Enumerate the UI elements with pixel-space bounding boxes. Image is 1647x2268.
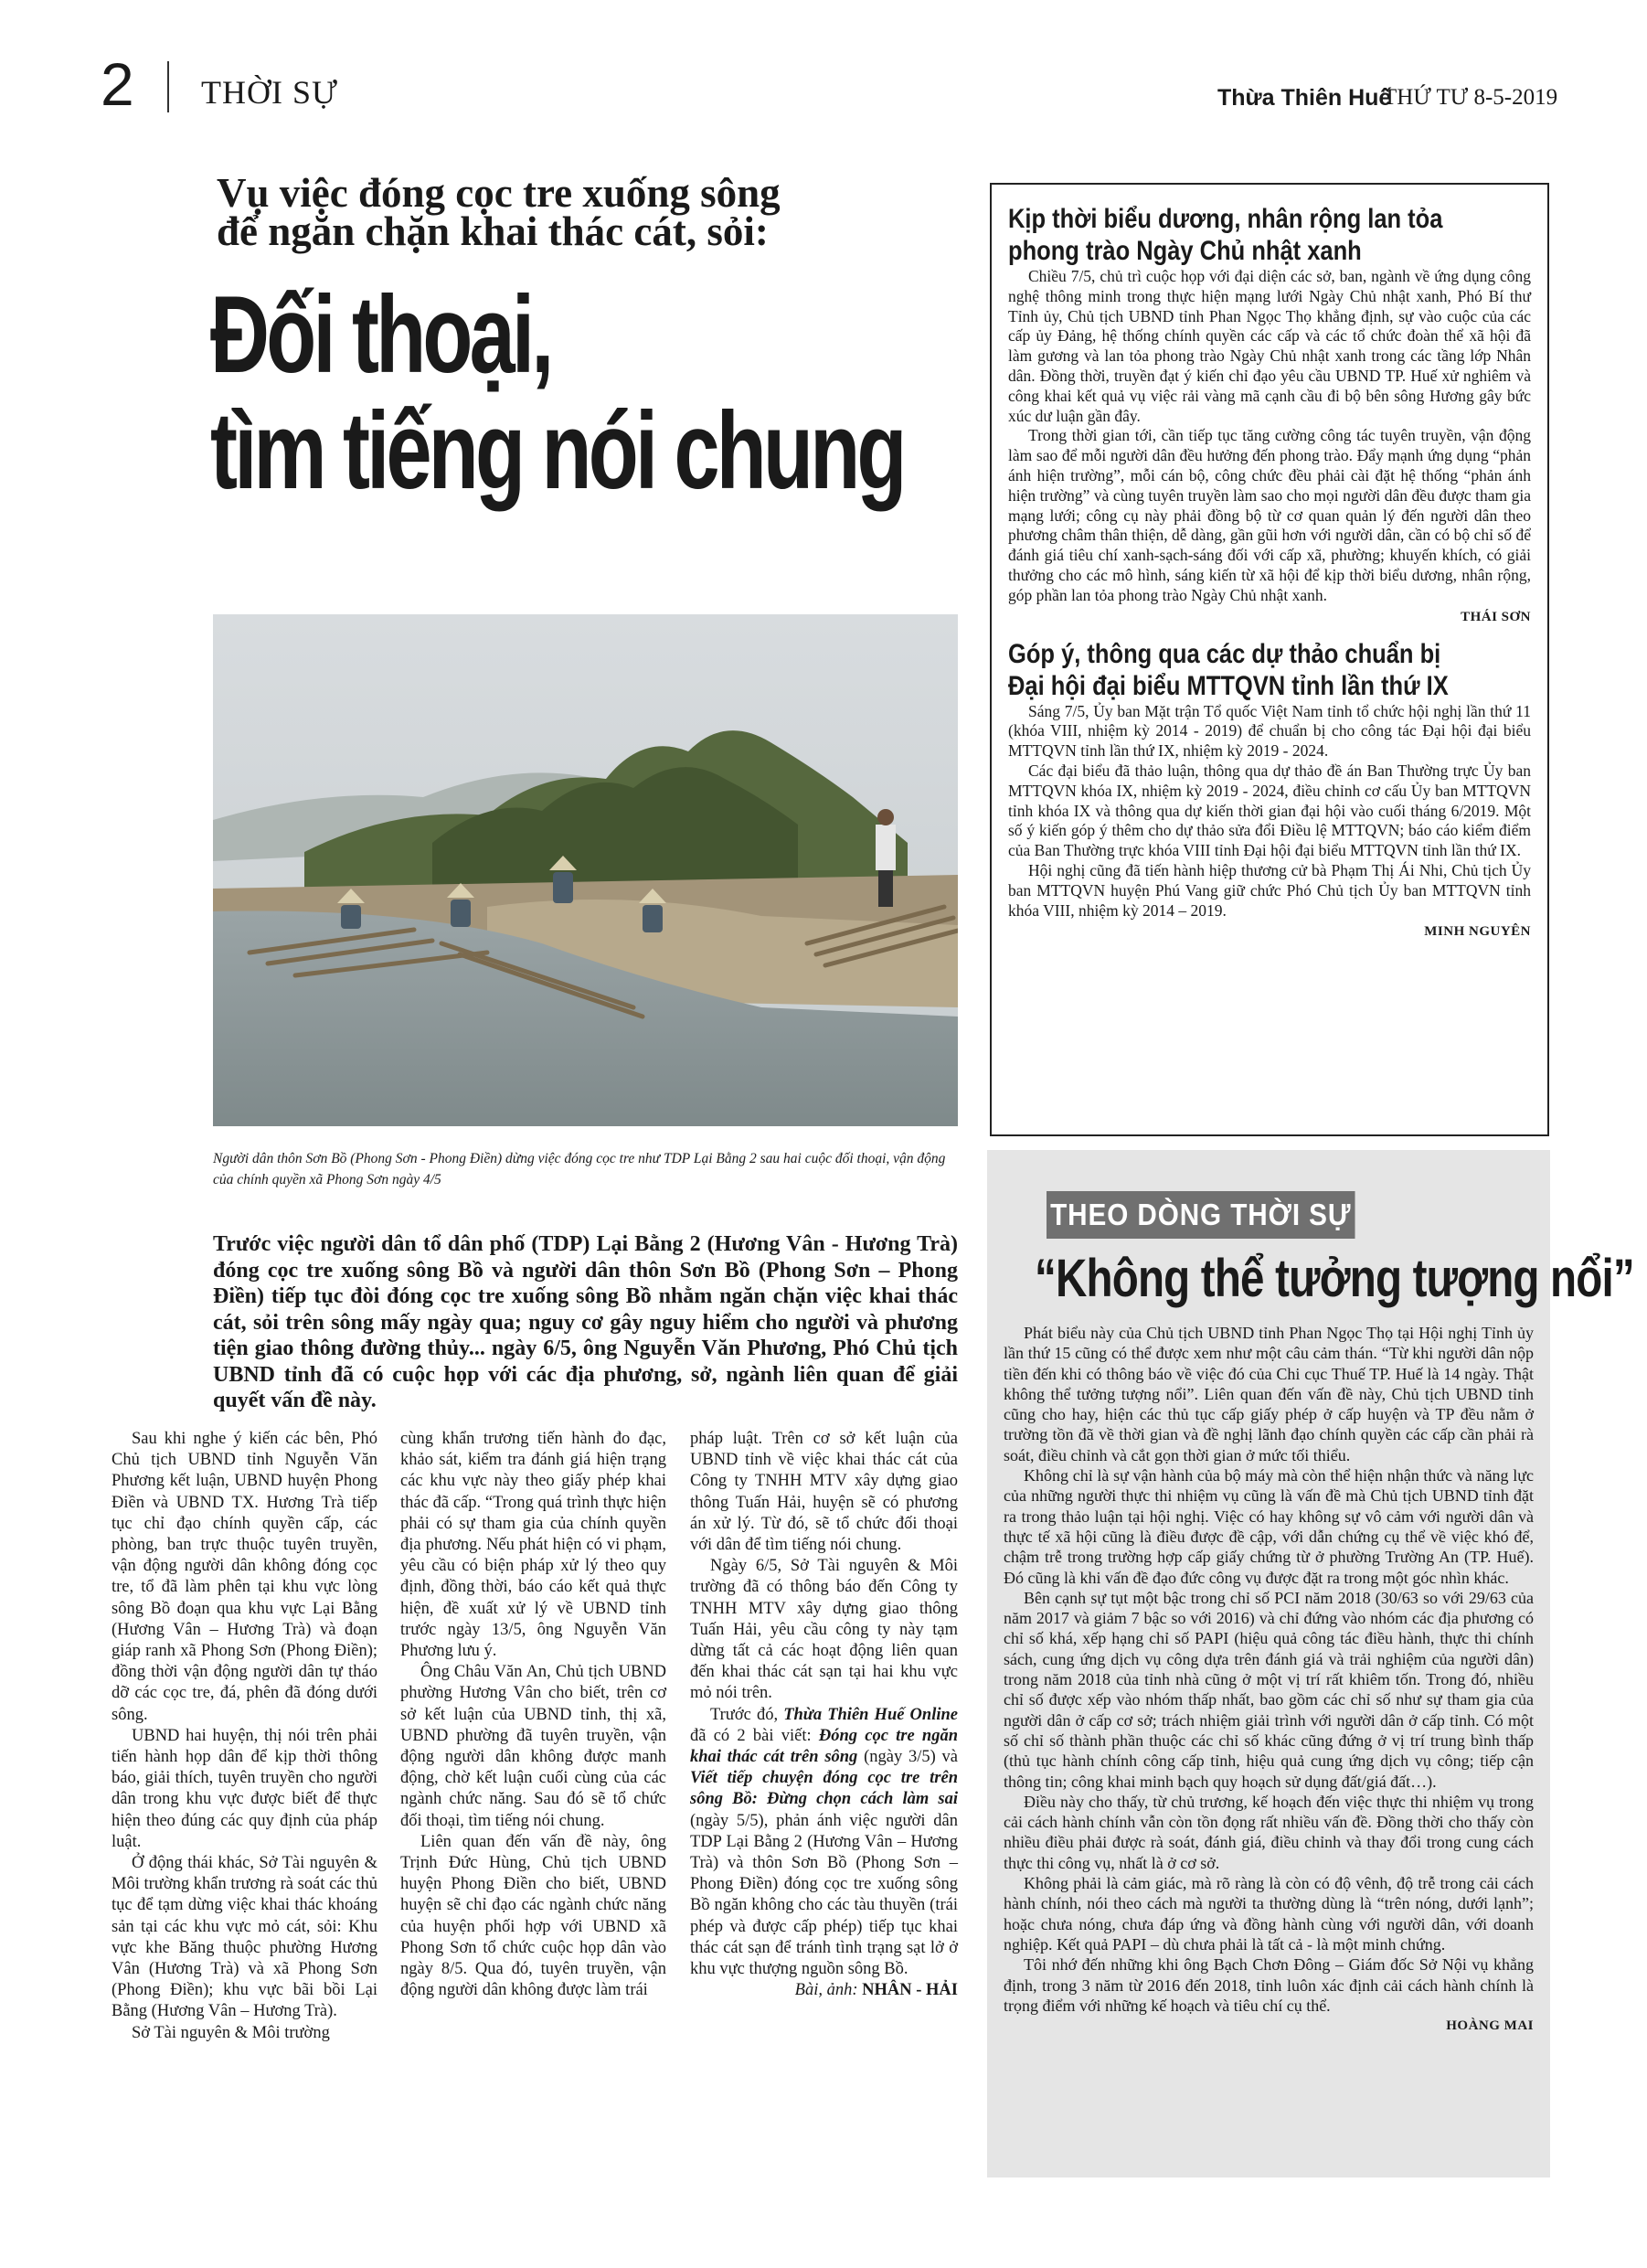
paragraph: pháp luật. Trên cơ sở kết luận của UBND tỉnh về việc khai thác cát của Công ty TNHH MTV xây dựng giao thông Tuấn Hải, huyện sẽ có phương án xử lý. Từ đó, sẽ tổ chức đối thoại với dân để tìm tiếng nói chung. xyxy=(690,1430,958,1555)
newspaper-name: Thừa Thiên Huế xyxy=(1217,85,1392,111)
brief-1-body xyxy=(1008,267,1531,606)
paragraph: cùng khẩn trương tiến hành đo đạc, khảo sát, kiểm tra đánh giá hiện trạng các khu vực này theo giấy phép khai thác đã cấp. “Trong quá trình thực hiện phải có sự tham gia của chính quyền địa phương. Nếu phát hiện có vi phạm, yêu cầu có biện pháp xử lý theo quy định, đồng thời, báo cáo kết quả thực hiện, đề xuất xử lý về UBND tỉnh trước ngày 13/5, ông Nguyễn Văn Phương lưu ý. xyxy=(400,1430,666,1661)
article-kicker xyxy=(217,170,994,254)
article-column-2 xyxy=(400,1429,666,2001)
text-run: đã có 2 bài viết: xyxy=(690,1726,819,1745)
paragraph: Trong thời gian tới, cần tiếp tục tăng cường công tác tuyên truyền, vận động làm sao để mỗi người dân đều hưởng đến phong trào. Đẩy mạnh ứng dụng “phản ánh hiện trường”, mỗi cán bộ, công chức đều phải cài đặt hệ thống “phản ánh hiện trường” và cùng tuyên truyền làm sao cho mọi người dân đều được tham gia mạng lưới; công cụ này phải đồng bộ từ cơ quan quản lý đến người dân theo phương châm thân thiện, dễ dàng, gần gũi hơn với người dân, cần có bộ chỉ số để đánh giá tiêu chí xanh-sạch-sáng đối với cấp xã, phường; khuyến khích, có giải thưởng cho các mô hình, sáng kiến từ xã hội để kịp thời biểu dương, nhân rộng, góp phần lan tỏa phong trào Ngày Chủ nhật xanh. xyxy=(1008,426,1531,604)
commentary-panel xyxy=(987,1150,1634,2177)
brief-2-byline: MINH NGUYÊN xyxy=(1424,924,1531,940)
brief-2-title-line-2: Đại hội đại biểu MTTQVN tỉnh lần thứ IX xyxy=(1008,670,1449,701)
issue-date: THỨ TƯ 8-5-2019 xyxy=(1383,85,1558,110)
column-tag: THEO DÒNG THỜI SỰ xyxy=(1047,1191,1355,1239)
article-signature xyxy=(690,1980,958,2001)
commentary-byline: HOÀNG MAI xyxy=(1446,2018,1534,2034)
commentary-body xyxy=(1004,1323,1534,2036)
paragraph: Liên quan đến vấn đề này, ông Trịnh Đức Hùng, Chủ tịch UBND huyện Phong Điền cho biết, UBND huyện sẽ chỉ đạo các ngành chức năng của huyện phối hợp với UBND xã Phong Sơn tổ chức cuộc họp dân vào ngày 8/5. Qua đó, tuyên truyền, vận động người dân không được làm trái xyxy=(400,1832,666,2000)
text-run: (ngày 3/5) và xyxy=(857,1748,958,1767)
kicker-line-1: Vụ việc đóng cọc tre xuống sông xyxy=(217,170,781,216)
online-paper-name: Thừa Thiên Huế Online xyxy=(783,1705,958,1724)
paragraph: Sau khi nghe ý kiến các bên, Phó Chủ tịch UBND tỉnh Nguyễn Văn Phương kết luận, UBND huyện Phong Điền và UBND TX. Hương Trà tiếp tục chỉ đạo chính quyền cấp, các phòng, ban trực thuộc tuyên truyền, vận động người dân không đóng cọc tre, tổ đã làm phên tại khu vực lòng sông Bồ đoạn qua khu vực Lại Bằng (Hương Vân – Hương Trà) và đoạn giáp ranh xã Phong Sơn (Phong Điền); đồng thời vận động người dân tự tháo dỡ các cọc tre, đá, phên đã đóng dưới sông. xyxy=(112,1430,377,1724)
paragraph: Các đại biểu đã thảo luận, thông qua dự thảo đề án Ban Thường trực Ủy ban MTTQVN khóa IX, nhiệm kỳ 2019 - 2024, điều chỉnh cơ cấu Ủy ban MTTQVN tỉnh khóa IX và thông qua dự kiến thời gian đại hội vào cuối tháng 6/2019. Một số ý kiến góp ý thêm cho dự thảo sửa đổi Điều lệ MTTQVN; báo cáo kiểm điểm của Ban Thường trực khóa VIII tỉnh Đại hội đại biểu MTTQVN tỉnh lần thứ IX. xyxy=(1008,761,1531,860)
article-lead: Trước việc người dân tổ dân phố (TDP) Lại Bằng 2 (Hương Vân - Hương Trà) đóng cọc tre xuống sông Bồ và người dân thôn Sơn Bồ (Phong Sơn – Phong Điền) tiếp tục đòi đóng cọc tre xuống sông Bồ nhằm ngăn chặn việc khai thác cát, sỏi trên sông mấy ngày qua; nguy cơ gây nguy hiểm cho người và phương tiện giao thông đường thủy... ngày 6/5, ông Nguyễn Văn Phương, Phó Chủ tịch UBND tỉnh đã có cuộc họp với các địa phương, sở, ngành liên quan để giải quyết vấn đề này. xyxy=(213,1232,958,1412)
paragraph: Không phải là cảm giác, mà rõ ràng là còn có độ vênh, độ trễ trong cải cách hành chính, nói theo cách mà người ta thường dùng là “trên nóng, dưới lạnh”; hoặc chưa nóng, chưa đáp ứng và đồng hành cùng với người dân, với doanh nghiệp. Kết quả PAPI – dù chưa phải là tất cả - là một minh chứng. xyxy=(1004,1874,1534,1954)
paragraph: Ngày 6/5, Sở Tài nguyên & Môi trường đã có thông báo đến Công ty TNHH MTV xây dựng giao thông Tuấn Hải, yêu cầu công ty này tạm dừng tất cả các hoạt động liên quan đến khai thác cát sạn tại hai khu vực mỏ nói trên. xyxy=(690,1557,958,1703)
page-number: 2 xyxy=(101,50,134,118)
paragraph: Sở Tài nguyên & Môi trường xyxy=(132,2023,330,2042)
related-article-title-2: Viết tiếp chuyện đóng cọc tre trên sông Bồ: Đừng chọn cách làm sai xyxy=(690,1769,958,1809)
article-column-3 xyxy=(690,1429,958,2001)
article-column-1 xyxy=(112,1429,377,2044)
paragraph: Điều này cho thấy, từ chủ trương, kế hoạch đến việc thực thi nhiệm vụ trong cải cách hành chính vẫn còn tồn đọng rất nhiều vấn đề. Đồng thời cho thấy còn nhiều điều phải được rà soát, đánh giá, điều chỉnh và thay đổi trong cung cách thực thi công vụ, nhất là ở cơ sở. xyxy=(1004,1792,1534,1872)
paragraph: Ở động thái khác, Sở Tài nguyên & Môi trường khẩn trương rà soát các thủ tục để tạm dừng việc khai thác khoáng sản tại các khu vực mỏ cát, sỏi: Khu vực khe Băng thuộc phường Hương Vân (Hương Trà) và xã Phong Sơn (Phong Điền); khu vực bãi bồi Lại Bằng (Hương Vân – Hương Trà). xyxy=(112,1854,377,2021)
paragraph-related-articles xyxy=(690,1705,958,1981)
paragraph: Không chỉ là sự vận hành của bộ máy mà còn thể hiện nhận thức và năng lực của những người thực thi nhiệm vụ cũng là vấn đề mà Chủ tịch UBND tỉnh đặt ra trong thảo luận tại hội nghị. Việc có hay không sự vô cảm với người dân và thực tế xã hội cũng là điều được đề cập, với dẫn chứng cụ thể về việc khó để, chậm trễ trong trường hợp cấp giấy chứng từ ở phường Trường An (TP. Huế). Đó cũng là khi vấn đề đạo đức công vụ được đặt ra trong một góc nhìn khác. xyxy=(1004,1466,1534,1587)
page-header xyxy=(101,50,1563,119)
paragraph: UBND hai huyện, thị nói trên phải tiến hành họp dân để kịp thời thông báo, giải thích, tuyên truyền cho người dân trong khu vực được biết để thực hiện theo đúng các quy định của pháp luật. xyxy=(112,1726,377,1851)
section-name: THỜI SỰ xyxy=(201,74,338,111)
paragraph: Sáng 7/5, Ủy ban Mặt trận Tổ quốc Việt Nam tỉnh tổ chức hội nghị lần thứ 11 (khóa VIII, nhiệm kỳ 2014 - 2019) để chuẩn bị cho công tác Đại hội đại biểu MTTQVN tỉnh lần thứ IX, nhiệm kỳ 2019 - 2024. xyxy=(1008,701,1531,761)
kicker-line-2: để ngăn chặn khai thác cát, sỏi: xyxy=(217,208,769,254)
paragraph: Ông Châu Văn An, Chủ tịch UBND phường Hương Vân cho biết, trên cơ sở kết luận của UBND tỉnh, thị xã, UBND phường đã tuyên truyền, vận động người dân không được manh động, chờ kết luận cuối cùng của các ngành chức năng. Sau đó sẽ tổ chức đối thoại, tìm tiếng nói chung. xyxy=(400,1663,666,1830)
paragraph: Bên cạnh sự tụt một bậc trong chỉ số PCI năm 2018 (30/63 so với 29/63 của năm 2017 và giảm 7 bậc so với 2016) và chỉ đứng vào nhóm các địa phương có chỉ số khá, xếp hạng chỉ số PAPI (hiệu quả công tác điều hành, thực thi chính sách, cung ứng dịch vụ công dựa trên đánh giá và trải nghiệm của người dân) trong năm 2018 của tỉnh nhà cũng ở một vị trí rất khiêm tốn. Trong đó, nhiều chỉ số được xếp vào nhóm thấp nhất, bao gồm các chỉ số như sự tham gia của người dân ở cấp cơ sở; trách nhiệm giải trình với người dân ở cấp tỉnh. Có một số chỉ số thành phần thuộc các chỉ số khác cũng đứng ở vị trí trung bình thấp (thủ tục hành chính công cấp tỉnh, hiệu quả cung ứng dịch vụ công; tiếp cận thông tin; công khai minh bạch quy hoạch sử dụng đất/giá đất…). xyxy=(1004,1588,1534,1791)
text-run: (ngày 5/5), phản ánh việc người dân TDP Lại Bằng 2 (Hương Vân – Hương Trà) và thôn Sơn Bồ (Phong Sơn – Phong Điền) đóng cọc tre xuống sông Bồ ngăn không cho các tàu thuyền (trái phép và được cấp phép) tiếp tục khai thác cát sạn để tránh tình trạng sạt lở ở khu vực thượng nguồn sông Bồ. xyxy=(690,1811,958,1979)
news-brief-box xyxy=(990,183,1549,1136)
paragraph: Hội nghị cũng đã tiến hành hiệp thương cử bà Phạm Thị Ái Nhi, Chủ tịch Ủy ban MTTQVN huyện Phú Vang giữ chức Phó Chủ tịch Ủy ban MTTQVN tỉnh khóa VIII, nhiệm kỳ 2014 – 2019. xyxy=(1008,860,1531,920)
brief-2-body xyxy=(1008,702,1531,921)
photo-caption: Người dân thôn Sơn Bồ (Phong Sơn - Phong Điền) dừng việc đóng cọc tre như TDP Lại Bằng 2 sau hai cuộc đối thoại, vận động của chính quyền xã Phong Sơn ngày 4/5 xyxy=(213,1151,946,1187)
article-headline xyxy=(210,273,904,512)
headline-line-1: Đối thoại, xyxy=(210,273,551,396)
article-photo xyxy=(213,614,958,1126)
brief-2-title-line-1: Góp ý, thông qua các dự thảo chuẩn bị xyxy=(1008,638,1441,669)
headline-line-2: tìm tiếng nói chung xyxy=(210,389,904,512)
related-article-title-1: Đóng cọc tre ngăn khai thác cát trên sông xyxy=(690,1726,959,1767)
paragraph: Tôi nhớ đến những khi ông Bạch Chơn Đông – Giám đốc Sở Nội vụ khẳng định, trong 3 năm từ 2016 đến 2018, tỉnh luôn xác định cải cách hành chính là trọng điểm với những kế hoạch và tiêu chí cụ thể. xyxy=(1004,1955,1534,2015)
header-divider xyxy=(167,61,169,112)
brief-2-title xyxy=(1008,638,1528,702)
paragraph: Chiều 7/5, chủ trì cuộc họp với đại diện các sở, ban, ngành về ứng dụng công nghệ thông minh trong thực hiện mạng lưới Ngày Chủ nhật xanh, Phó Bí thư Tỉnh ủy, Chủ tịch UBND tỉnh Phan Ngọc Thọ khẳng định, sự vào cuộc của các cấp ủy Đảng, hệ thống chính quyền các cấp và các tổ chức đoàn thể xã hội đã làm gương và lan tỏa phong trào Ngày Chủ nhật xanh trong các tầng lớp Nhân dân. Đồng thời, truyền đạt ý kiến chỉ đạo yêu cầu UBND TP. Huế xử nghiêm và công khai kết quả vụ việc rải vàng mã cạnh cầu đi bộ bên sông Hương gây bức xúc dư luận gần đây. xyxy=(1008,267,1531,425)
brief-1-byline: THÁI SƠN xyxy=(1461,609,1531,624)
brief-1-title-line-2: phong trào Ngày Chủ nhật xanh xyxy=(1008,236,1362,266)
paragraph: Phát biểu này của Chủ tịch UBND tỉnh Phan Ngọc Thọ tại Hội nghị Tỉnh ủy lần thứ 15 cũng có thể được xem như một câu cảm thán. “Từ khi người dân nộp tiền đến khi có thông báo về việc đó của Chi cục Thuế TP. Huế là 14 ngày. Thật không thể tưởng tượng nổi”. Liên quan đến vấn đề này, Chủ tịch UBND tỉnh cũng cho hay, hiện các thủ tục cấp giấy phép ở cấp huyện và TP đều nằm ở trường tồn đã về thời gian và đề nghị lãnh đạo chính quyền các cấp cần phải rà soát, điều chỉnh và cắt gọn thời gian ở mức tối thiểu. xyxy=(1004,1324,1534,1464)
signature-name: NHÂN - HẢI xyxy=(862,1981,958,2000)
brief-1-title xyxy=(1008,203,1528,267)
brief-1-title-line-1: Kịp thời biểu dương, nhân rộng lan tỏa xyxy=(1008,204,1443,234)
signature-label: Bài, ảnh: xyxy=(794,1981,858,2000)
commentary-title: “Không thể tưởng tượng nổi” xyxy=(1035,1249,1634,1308)
text-run: Trước đó, xyxy=(710,1705,784,1724)
